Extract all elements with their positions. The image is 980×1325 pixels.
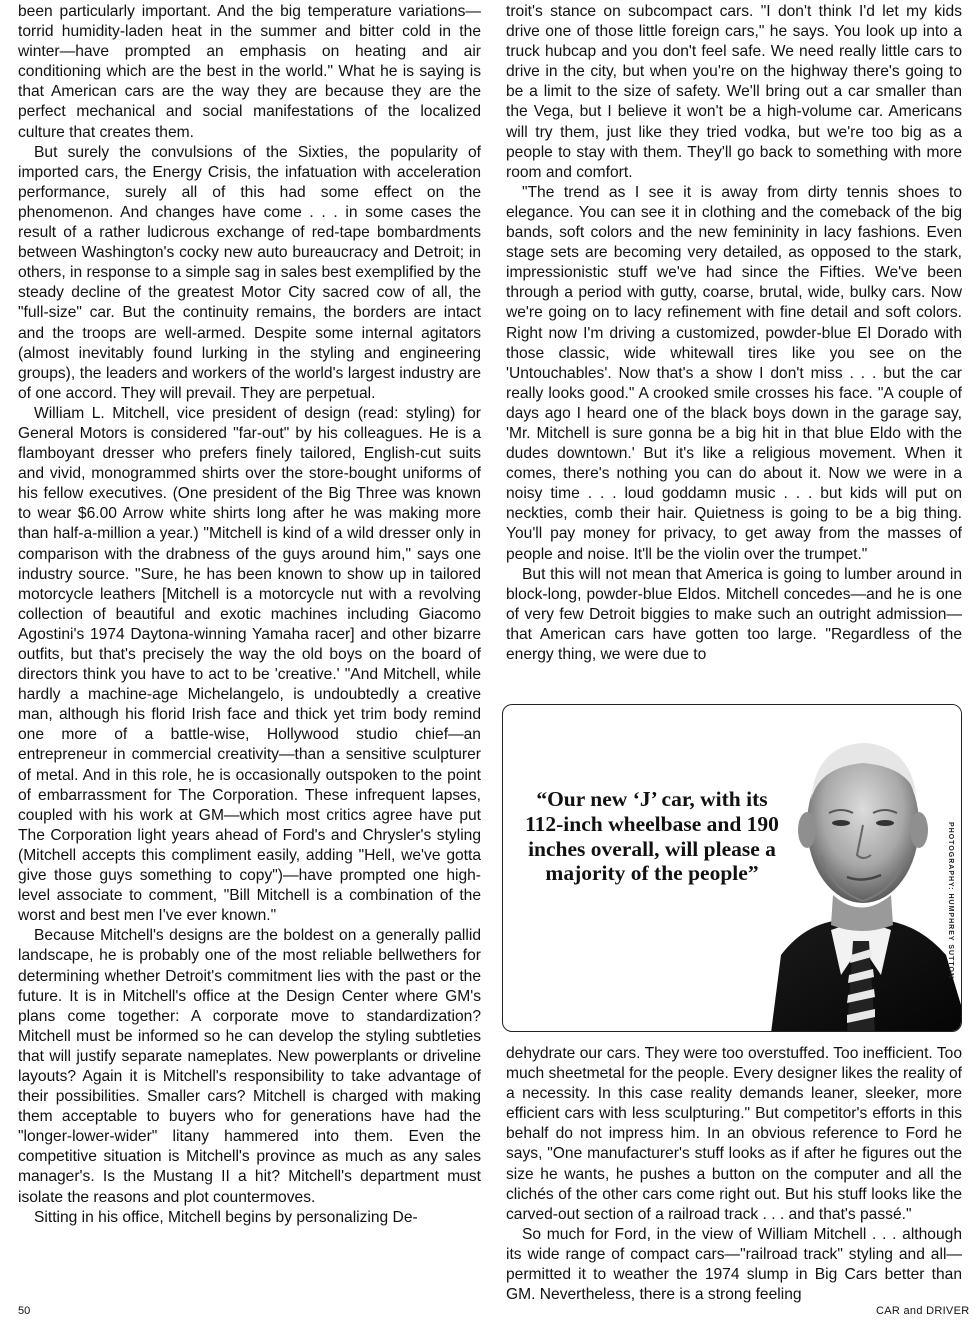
paragraph: But surely the convulsions of the Sixties, the popularity of imported cars, the Energy Crisis, the infatuation with acceleration performance, surely all of this had some effect on the phenomenon. And changes have come . . . in some cases the result of a rather ludicrous exchange of red-tape bombardments between Washington's cocky new auto bureaucracy and Detroit; in others, in response to a simple sag in sales best exemplified by the steady decline of the greatest Motor City sacred cow of all, the "full-size" car. But the continuity remains, the borders are intact and the troops are well-armed. Despite some internal agitators (almost inevitably found lurking in the styling and engineering groups), the leaders and workers of the world's largest industry are of one accord. They will prevail. They are perpetual.: [18, 143, 481, 402]
paragraph: Because Mitchell's designs are the boldest on a generally pallid landscape, he is probably one of the most reliable bellwethers for determining whether Detroit's commitment lies with the past or the future. It is in Mitchell's office at the Design Center where GM's plans come together: A corporate move to standardization? Mitchell must be informed so he can develop the styling subtleties that will justify separate nameplates. New powerplants or driveline layouts? Again it is Mitchell's responsibility to take advantage of their possibilities. Smaller cars? Mitchell is charged with making them acceptable to buyers who for generations have had the "longer-lower-wider" litany hammered into them. Even the competitive situation is Mitchell's province as much as any sales manager's. Is the Mustang II a hit? Mitchell's department must isolate the reasons and plot countermoves.: [18, 927, 481, 1206]
paragraph: So much for Ford, in the view of William Mitchell . . . although its wide range of compact cars—"railroad track" styling and all—permitted it to weather the 1974 slump in Big Cars better than GM. Nevertheless, there is a strong feeling: [506, 1225, 962, 1304]
paragraph: troit's stance on subcompact cars. "I don't think I'd let my kids drive one of those little foreign cars," he says. You look up into a truck hubcap and you don't feel safe. We need really little cars to drive in the city, but when you're on the highway there's going to be a limit to the size of safety. We'll bring out a car smaller than the Vega, but I believe it won't be a high-volume car. Americans will try them, just like they tried vodka, but we're too big as a people to stay with them. They'll go back to something with more room and comfort.: [506, 3, 962, 181]
paragraph: "The trend as I see it is away from dirty tennis shoes to elegance. You can see it in clothing and the comeback of the big bands, soft colors and the new femininity in lacy fashions. Even stage sets are becoming very detailed, as opposed to the stark, impressionistic stuff we've had since the Fifties. We've been through a period with gutty, coarse, brutal, wide, bulky cars. Now we're going on to lacy refinement with fine detail and soft colors. Right now I'm driving a customized, powder-blue El Dorado with those classic, wide whitewall tires like you see on the 'Untouchables'. Now that's a show I don't miss . . . but the car really looks good." A crooked smile crosses his face. "A couple of days ago I heard one of the black boys down in the garage say, 'Mr. Mitchell is sure gonna be a big hit in that blue Eldo with the dudes downtown.' But it's like a religious movement. When it comes, there's nothing you can do about it. Now we were in a noisy time . . . loud goddamn music . . . but kids will put on neckties, comb their hair. Quietness is going to be a big thing. You'll pay money for privacy, to get away from the masses of people and noise. It'll be the violin over the trumpet.": [506, 183, 962, 563]
paragraph: dehydrate our cars. They were too overstuffed. Too inefficient. Too much sheetmetal for the people. Every designer likes the reality of a necessity. In this case reality demands leaner, sleeker, more efficient cars with less sculpturing." But competitor's efforts in this behalf do not impress him. In an obvious reference to Ford he says, "One manufacturer's stuff looks as if after he figures out the size he wants, he pushes a button on the computer and all the clichés of the other cars come right out. But his stuff looks like the carved-out section of a railroad track . . . and that's passé.": [506, 1045, 962, 1223]
left-text-column: [18, 2, 481, 1228]
portrait-pull-quote-box: [502, 704, 962, 1032]
pull-quote: “Our new ‘J’ car, with its 112-inch wheelbase and 190 inches overall, will please a majority of the people”: [525, 787, 779, 886]
paragraph: But this will not mean that America is going to lumber around in block-long, powder-blue Eldos. Mitchell concedes—and he is one of very few Detroit biggies to make such an outright admission—that American cars have gotten too large. "Regardless of the energy thing, we were due to: [506, 565, 962, 663]
paragraph: been particularly important. And the big temperature variations—torrid humidity-laden heat in the summer and bitter cold in the winter—have prompted an emphasis on heating and air conditioning which are the best in the world." What he is saying is that American cars are the way they are because they are the perfect mechanical and social manifestations of the localized culture that creates them.: [18, 3, 481, 141]
portrait-photo: [761, 705, 961, 1032]
paragraph: Sitting in his office, Mitchell begins by personalizing De-: [34, 1208, 418, 1226]
right-text-column-top: [506, 2, 962, 665]
page-number: 50: [18, 1305, 31, 1317]
magazine-name: CAR and DRIVER: [876, 1305, 970, 1317]
paragraph: William L. Mitchell, vice president of design (read: styling) for General Motors is considered "far-out" by his colleagues. He is a flamboyant dresser who prefers finely tailored, English-cut suits and vivid, monogrammed shirts over the store-bought uniforms of his fellow executives. (One president of the Big Three was known to wear $6.00 Arrow white shirts long after he was making more than half-a-million a year.) "Mitchell is kind of a wild dresser only in comparison with the drabness of the guys around him," says one industry source. "Sure, he has been known to show up in tailored motorcycle leathers [Mitchell is a motorcycle nut with a revolving collection of beautiful and exotic machines including Giacomo Agostini's 1974 Daytona-winning Yamaha racer] and other bizarre outfits, but that's precisely the way the old boys on the board of directors think you have to act to be 'creative.' "And Mitchell, while hardly a machine-age Michelangelo, is undoubtedly a creative man, although his florid Irish face and thick yet trim body remind one more of a battle-wise, Hollywood studio chief—an entrepreneur in commercial creativity—than a sensitive sculpturer of metal. And in this role, he is occasionally outspoken to the point of embarrassment for The Corporation. These infrequent lapses, coupled with his work at GM—which most critics agree have put The Corporation light years ahead of Ford's and Chrysler's styling (Mitchell accepts this compliment easily, adding "Hell, we've gotta give those guys something to copy")—have prompted one high-level associate to comment, "Bill Mitchell is a combination of the worst and best men I've ever known.": [18, 404, 481, 925]
right-text-column-bottom: [506, 1044, 962, 1305]
photo-credit: [947, 822, 954, 836]
